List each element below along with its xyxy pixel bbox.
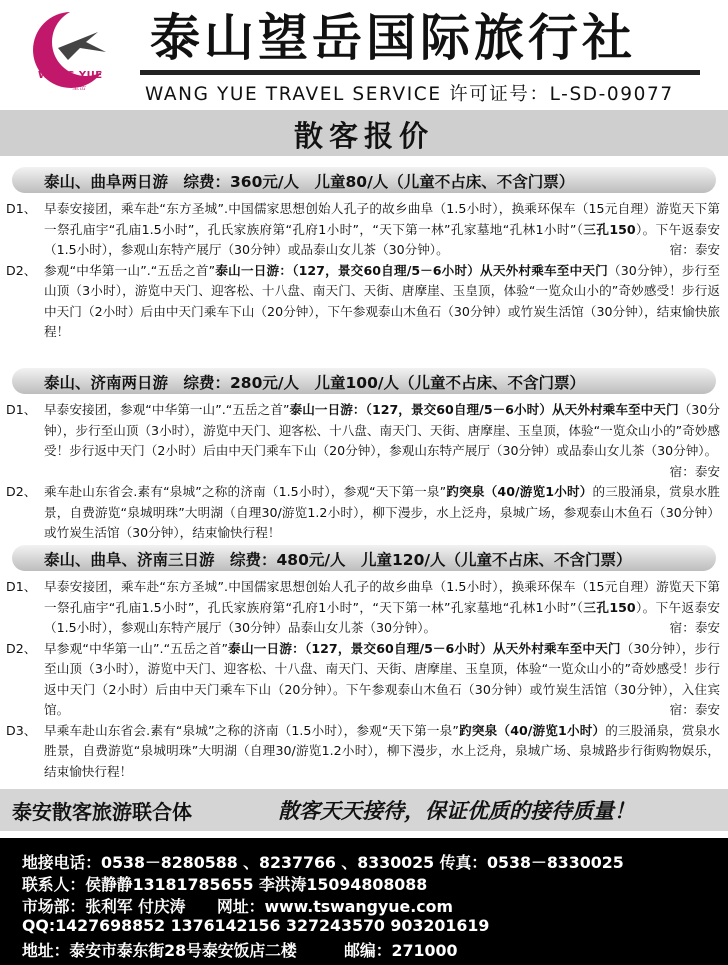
slogan-bar [0, 789, 728, 831]
description-text: （30分钟），步行至山顶（3小时），游览中天门、迎客松、十八盘、南天门、天街、唐摩崖、玉皇顶，体验“一览众山小的”奇妙感受！步行返中天门（2小时）后由中天门乘车下山（20分钟），下午参观泰山木鱼石（30分钟）或竹炭生活馆（30分钟），结束愉快旅程！ [44, 262, 720, 339]
lodging-note: 宿：泰安 [669, 242, 720, 257]
day-label: D2、 [6, 640, 37, 656]
lodging-note: 宿：泰安 [669, 702, 720, 717]
highlight-text: 泰山一日游：（127，景交60自理/5－6小时）从天外村乘车至中天门 [227, 640, 621, 656]
description-text: 早泰安接团，乘车赴“东方圣城”.中国儒家思想创始人孔子的故乡曲阜（1.5小时），换乘环保车（15元自理）游览天下第一祭孔庙宇“孔庙1.5小时”，孔氏家族府第“孔府1小时”，“天下第一林”孔家墓地“孔林1小时”（ [44, 579, 720, 615]
tour-title-bar [12, 545, 716, 571]
itinerary-day [6, 261, 720, 343]
tour-title: 泰山、济南两日游 综费：280元/人 儿童100/人（儿童不占床、不含门票） [44, 374, 586, 392]
tour-title-bar [12, 167, 716, 193]
slogan-right: 散客天天接待，保证优质的接待质量！ [278, 799, 635, 823]
day-description [44, 577, 720, 639]
header-divider [140, 70, 700, 75]
day-description [44, 482, 720, 544]
highlight-text: 趵突泉（40/游览1小时） [458, 722, 606, 738]
highlight-text: 泰山一日游：（127，景交60自理/5－6小时）从天外村乘车至中天门 [289, 402, 679, 417]
day-label: D2、 [6, 262, 37, 278]
description-text: 早参观“中华第一山”.“五岳之首” [44, 640, 228, 656]
description-text: 早泰安接团，乘车赴“东方圣城”.中国儒家思想创始人孔子的故乡曲阜（1.5小时），换乘环保车（15元自理）游览天下第一祭孔庙宇“孔庙1.5小时”，孔氏家族府第“孔府1小时”，“天下第一林”孔家墓地“孔林1小时”（ [44, 201, 720, 237]
day-description [44, 639, 720, 721]
description-text: ）。下午返泰安（1.5小时），参观山东特产展厅（30分钟）品泰山女儿茶（30分钟）。 [44, 599, 721, 635]
contact-qq: QQ:1427698852 1376142156 327243570 903201619 [22, 916, 490, 935]
itinerary-day [6, 721, 720, 783]
contact-market-website: 市场部：张利军 付庆涛 网址：www.tswangyue.com [22, 897, 453, 916]
day-description [44, 721, 720, 783]
lodging-note: 宿：泰安 [669, 463, 720, 479]
highlight-text: 三孔150 [583, 599, 636, 615]
description-text: 参观“中华第一山”.“五岳之首” [44, 262, 216, 278]
day-label: D3、 [6, 722, 37, 738]
day-label: D2、 [6, 484, 37, 499]
lodging-note: 宿：泰安 [669, 620, 720, 635]
description-text: （30分钟），步行至山顶（3小时），游览中天门、迎客松、十八盘、南天门、天街、唐摩崖、玉皇顶，体验“一览众山小的”奇妙感受！步行返中天门（2小时）后由中天门乘车下山（20分钟），参观山东特产展厅（30分钟）或品泰山女儿茶（30分钟）。 [44, 402, 720, 458]
tour-title-bar [12, 368, 716, 394]
itinerary-day [6, 482, 720, 544]
day-description [44, 199, 720, 261]
day-label: D1、 [6, 201, 37, 216]
day-label: D1、 [6, 579, 37, 594]
itinerary-day [6, 577, 720, 639]
tour-itinerary [6, 199, 720, 343]
highlight-text: 趵突泉（40/游览1小时） [446, 484, 593, 499]
tour-title: 泰山、曲阜、济南三日游 综费：480元/人 儿童120/人（儿童不占床、不含门票） [44, 551, 632, 569]
logo-text: WANG YUE [38, 70, 103, 81]
description-text: 早乘车赴山东省会.素有“泉城”之称的济南（1.5小时），参观“天下第一泉” [44, 722, 459, 738]
description-text: （30分钟），步行至山顶（3小时），游览中天门、迎客松、十八盘、南天门、天街、唐摩崖、玉皇顶，体验“一览众山小的”奇妙感受！步行返中天门（2小时）后由中天门乘车下山（20分钟）。下午参观泰山木鱼石（30分钟）或竹炭生活馆（30分钟），入住宾馆。 [44, 640, 720, 717]
description-text: 的三股涌泉，赏泉水胜景，自费游览“泉城明珠”大明湖（自理30/游览1.2小时），柳下漫步，水上泛舟，泉城广场、泉城路步行街购物娱乐，结束愉快行程！ [44, 722, 720, 779]
description-text: 的三股涌泉，赏泉水胜景，自费游览“泉城明珠”大明湖（自理30/游览1.2小时），柳下漫步，水上泛舟，泉城广场，参观泰山木鱼石（30分钟）或竹炭生活馆（30分钟），结束愉快行程！ [44, 484, 720, 540]
highlight-text: 三孔150 [583, 221, 636, 237]
description-text: ）。下午返泰安（1.5小时），参观山东特产展厅（30分钟）或品泰山女儿茶（30分钟）。 [44, 221, 721, 257]
contact-person: 联系人：侯静静13181785655 李洪涛15094808088 [22, 875, 428, 894]
day-label: D1、 [6, 402, 37, 417]
tour-itinerary [6, 577, 720, 782]
day-description [44, 261, 720, 343]
license-line: WANG YUE TRAVEL SERVICE 许可证号：L-SD-09077 [145, 84, 674, 105]
itinerary-day [6, 639, 720, 721]
section-banner [0, 110, 728, 156]
slogan-left: 泰安散客旅游联合体 [12, 800, 192, 824]
logo-subtext: 望岳 [72, 83, 86, 91]
contact-address: 地址：泰安市泰东街28号泰安饭店二楼 邮编：271000 [22, 941, 458, 960]
contact-footer [0, 838, 728, 965]
description-text: 乘车赴山东省会.素有“泉城”之称的济南（1.5小时），参观“天下第一泉” [44, 484, 447, 499]
tour-itinerary [6, 400, 720, 544]
day-description [44, 400, 720, 482]
contact-phone: 地接电话：0538－8280588 、8237766 、8330025 传真：0538－8330025 [22, 853, 624, 872]
description-text: 早泰安接团，参观“中华第一山”.“五岳之首” [44, 402, 290, 417]
highlight-text: 泰山一日游：（127，景交60自理/5－6小时）从天外村乘车至中天门 [215, 262, 608, 278]
itinerary-day [6, 199, 720, 261]
wang-yue-logo-icon [28, 8, 114, 96]
itinerary-day [6, 400, 720, 482]
header [0, 0, 728, 110]
banner-title: 散客报价 [293, 119, 434, 153]
company-name: 泰山望岳国际旅行社 [150, 8, 636, 67]
tour-title: 泰山、曲阜两日游 综费：360元/人 儿童80/人（儿童不占床、不含门票） [44, 173, 575, 191]
